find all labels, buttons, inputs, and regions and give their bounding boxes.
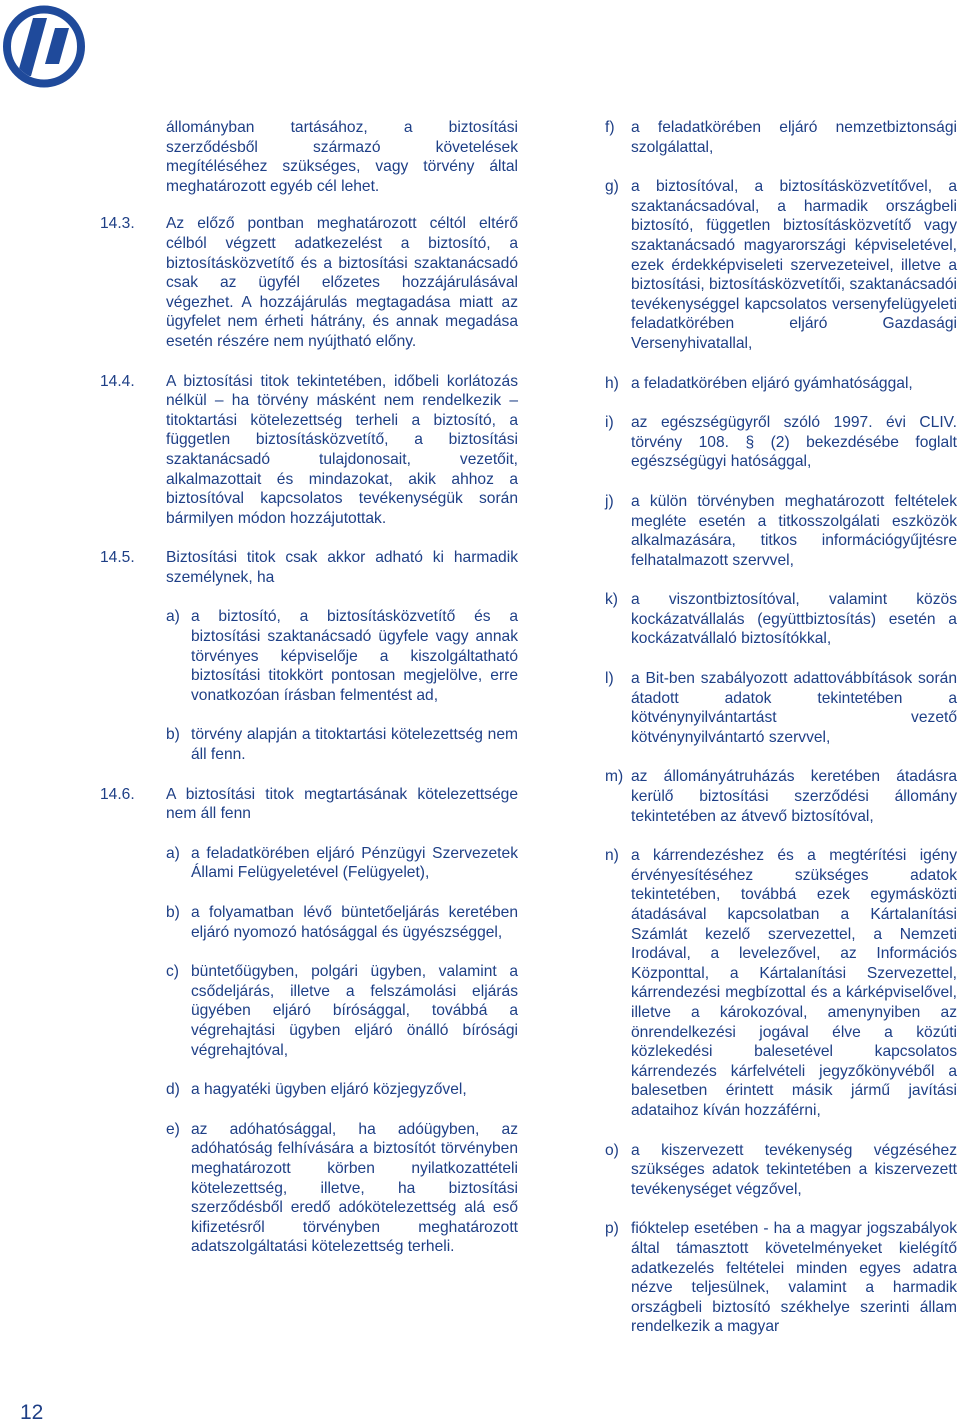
list-marker: n) [605, 847, 619, 865]
paragraph-continuation [100, 118, 518, 196]
list-marker: o) [605, 1141, 619, 1159]
list-marker: k) [605, 591, 618, 609]
list-item-text: a kiszervezett tevékenység végzéséhez szükséges adatok tekintetében a kiszervezett tevékenységet végzővel, [631, 1141, 957, 1198]
list-marker: m) [605, 768, 624, 786]
list-marker: p) [605, 1220, 619, 1238]
list-marker: d) [166, 1081, 180, 1099]
list-marker: h) [605, 374, 619, 392]
list-item-text: a hagyatéki ügyben eljáró közjegyzővel, [191, 1081, 467, 1099]
list-item-o [605, 1141, 957, 1200]
list-item-g [605, 177, 957, 353]
list-item-text: a kárrendezéshez és a megtérítési igény érvényesítéséhez szükséges adatok tekintetében, továbbá ezek egymásközti átadásával kapcsolatban a Kártalanítási Számlát kezelő szervezettel, a Nemzeti Irodával, a levelezővel, az Információs Központtal, a Kártalanítási Szervezettel, kárrendezési megbízottal és a kárképviselővel, illetve a károkozóval, amenynyiben az önrendelkezési jogával élve a közúti közlekedési balesetével kapcsolatos kárrendezés kárfelvételi jegyzőkönyvéből a balesetben érintett másik jármű javítási adataihoz kíván hozzáférni, [631, 847, 957, 1119]
list-marker: g) [605, 178, 619, 196]
company-logo [3, 4, 85, 89]
list-item-text: fióktelep esetében - ha a magyar jogszabályok által támasztott követelményeket kielégítő adatkezelés feltételei minden egyes adatra nézve teljesülnek, valamint a harmadik országbeli biztosító székhelye szerinti állam rendelkezik a magyar [631, 1220, 957, 1336]
list-marker: i) [605, 414, 614, 432]
list-marker: j) [605, 492, 614, 510]
list-item-text: büntetőügyben, polgári ügyben, valamint a csődeljárás, illetve a felszámolási eljárás ügyében eljáró bírósággal, továbbá a végrehajtási ügyben eljáró önálló bírósági végrehajtóval, [191, 963, 518, 1059]
list-item-n [605, 846, 957, 1120]
list-item-14-6-a [166, 844, 518, 883]
paragraph-text: Az előző pontban meghatározott céltól eltérő célból végzett adatkezelést a biztosító, a biztosításközvetítő és a biztosítási szaktanácsadó csak az ügyfél előzetes hozzájárulásával végezhet. A hozzájárulás megtagadása miatt az ügyfelet nem érheti hátrány, és annak megadása esetén részére nem nyújtható előny. [166, 215, 518, 350]
list-marker: f) [605, 119, 615, 136]
paragraph-14-3 [100, 214, 518, 351]
list-item-text: a feladatkörében eljáró Pénzügyi Szervezetek Állami Felügyeletével (Felügyelet), [191, 844, 518, 882]
list-item-text: a külön törvényben meghatározott feltételek megléte esetén a titkosszolgálati eszközök alkalmazására, titkos információgyűjtésre felhatalmazott szervvel, [631, 492, 957, 569]
list-item-j [605, 492, 957, 570]
list-item-m [605, 767, 957, 826]
list-marker: b) [166, 726, 180, 744]
list-item-h [605, 374, 957, 394]
list-item-14-6-b [166, 903, 518, 942]
paragraph-14-5 [100, 548, 518, 587]
list-item-14-6-c [166, 962, 518, 1060]
list-marker: b) [166, 904, 180, 921]
list-item-text: a Bit-ben szabályozott adattovábbítások során átadott adatok tekintetében a kötvénynyilvántartást vezető kötvénynyilvántartó szervvel, [631, 670, 957, 746]
paragraph-number: 14.5. [100, 549, 135, 567]
paragraph-14-4 [100, 372, 518, 529]
list-item-text: a biztosító, a biztosításközvetítő és a biztosítási szaktanácsadó ügyfele vagy annak törvényes képviselője a kiszolgáltatható biztosítási titokkört pontosan megjelölve, erre vonatkozóan írásban felmentést ad, [191, 608, 518, 704]
paragraph-text: A biztosítási titok megtartásának kötelezettsége nem áll fenn [166, 785, 518, 823]
intro-text: állományban tartásához, a biztosítási szerződésből származó követelések megítéléséhez szükséges, vagy törvény által meghatározott egyéb cél lehet. [166, 119, 518, 195]
list-marker: l) [605, 670, 614, 688]
list-item-p [605, 1219, 957, 1337]
page-number: 12 [20, 1401, 44, 1424]
paragraph-text: Biztosítási titok csak akkor adható ki harmadik személynek, ha [166, 549, 518, 586]
list-item-text: az állományátruházás keretében átadásra kerülő biztosítási szerződési állomány tekintetében az átvevő biztosítóval, [631, 768, 957, 825]
list-item-k [605, 590, 957, 649]
list-item-14-6-e [166, 1120, 518, 1257]
paragraph-14-6 [100, 785, 518, 824]
paragraph-text: A biztosítási titok tekintetében, időbeli korlátozás nélkül – ha törvény másként nem rendelkezik – titoktartási kötelezettség terheli a biztosító, a független biztosításközvetítő, a biztosítási szaktanácsadó tulajdonosait, vezetőit, alkalmazottait és mindazokat, akik ahhoz a biztosítóval kapcsolatos tevékenységük során bármilyen módon hozzájutottak. [166, 372, 518, 527]
list-marker: e) [166, 1120, 180, 1138]
list-item-text: a folyamatban lévő büntetőeljárás keretében eljáró nyomozó hatósággal és ügyészséggel, [191, 904, 518, 941]
list-item-text: a viszontbiztosítóval, valamint közös kockázatvállalás (együttbiztosítás) esetén a kockázatvállaló biztosítókkal, [631, 591, 957, 648]
list-item-i [605, 413, 957, 472]
list-item-text: az adóhatósággal, ha adóügyben, az adóhatóság felhívására a biztosítót törvényben meghatározott körben nyilatkozattételi kötelezettség, illetve, ha biztosítási szerződésből eredő adókötelezettség alá eső kifizetésről törvényben meghatározott adatszolgáltatási kötelezettség terheli. [191, 1120, 518, 1256]
list-item-l [605, 669, 957, 747]
list-item-14-5-b [166, 725, 518, 764]
list-marker: a) [166, 844, 180, 862]
left-column [100, 118, 518, 1257]
list-item-f [605, 118, 957, 157]
paragraph-number: 14.6. [100, 785, 135, 803]
paragraph-number: 14.4. [100, 372, 135, 390]
list-item-text: törvény alapján a titoktartási kötelezettség nem áll fenn. [191, 726, 518, 764]
list-item-14-5-a [166, 607, 518, 705]
list-item-text: a feladatkörében eljáró gyámhatósággal, [631, 374, 913, 392]
list-marker: a) [166, 608, 180, 626]
list-item-text: a feladatkörében eljáró nemzetbiztonsági szolgálattal, [631, 119, 957, 156]
list-item-14-6-d [166, 1080, 518, 1100]
list-marker: c) [166, 963, 179, 981]
paragraph-number: 14.3. [100, 215, 135, 233]
list-item-text: az egészségügyről szóló 1997. évi CLIV. törvény 108. § (2) bekezdésébe foglalt egészségügyi hatósággal, [631, 414, 957, 471]
right-column [605, 118, 957, 1337]
list-item-text: a biztosítóval, a biztosításközvetítővel, a szaktanácsadóval, a harmadik országbeli biztosító, független biztosításközvetítő vagy szaktanácsadó magyarországi képviseletével, ezek érdekképviseleti szervezeteivel, illetve a biztosítási, biztosításközvetítői, szaktanácsadói tevékenységgel kapcsolatos versenyfelügyeleti feladatkörében eljáró Gazdasági Versenyhivatallal, [631, 178, 957, 352]
